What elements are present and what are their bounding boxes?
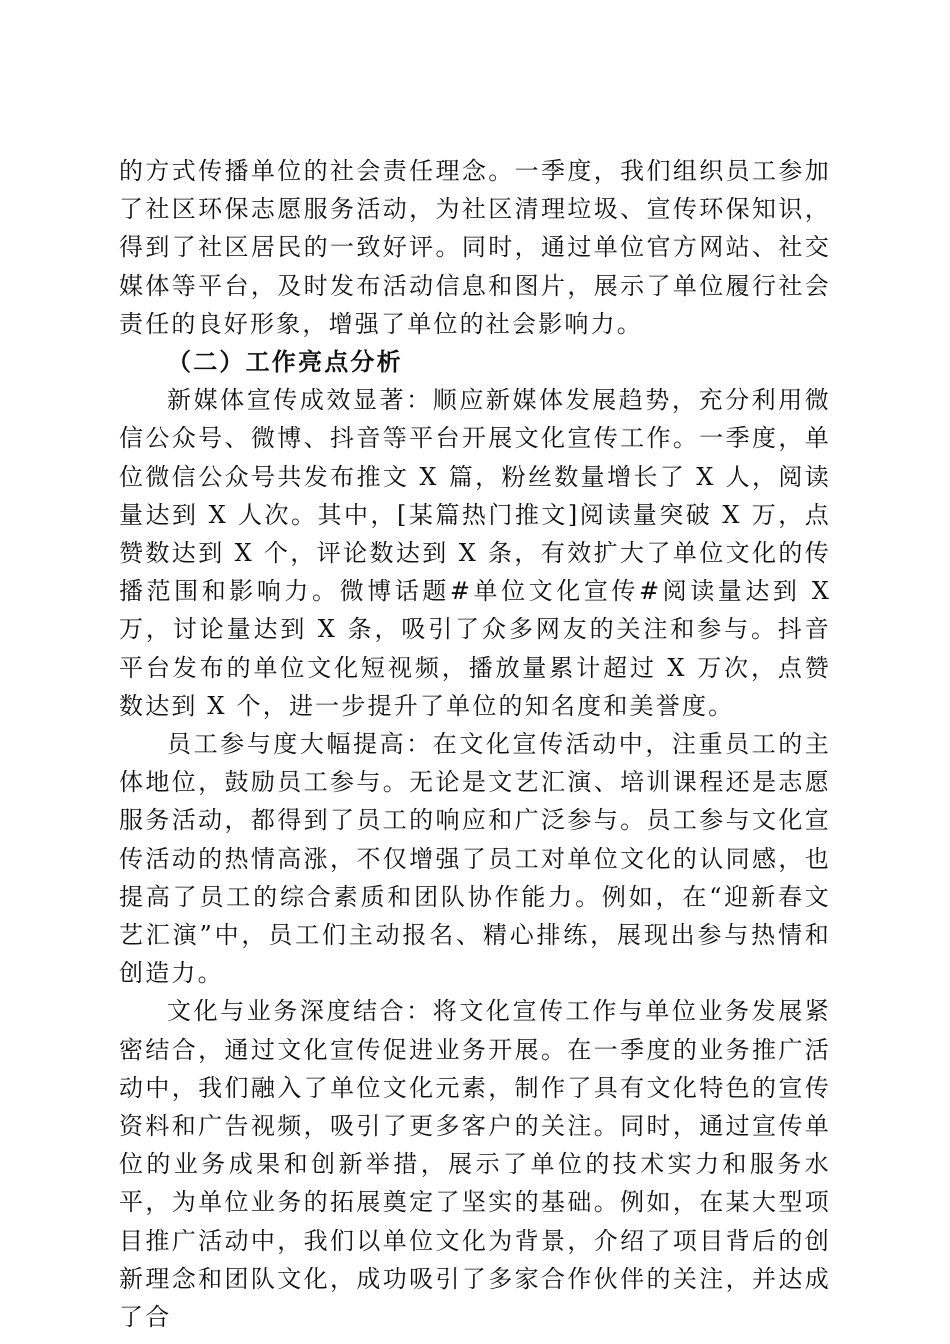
paragraph-employee-participation: 员工参与度大幅提高：在文化宣传活动中，注重员工的主体地位，鼓励员工参与。无论是文艺汇演、培训课程还是志愿服务活动，都得到了员工的响应和广泛参与。员工参与文化宣传活动的热情高涨，不仅增强了员工对单位文化的认同感，也提高了员工的综合素质和团队协作能力。例如，在“迎新春文艺汇演”中，员工们主动报名、精心排练，展现出参与热情和创造力。	[119, 730, 831, 988]
continuation-paragraph: 的方式传播单位的社会责任理念。一季度，我们组织员工参加了社区环保志愿服务活动，为社区清理垃圾、宣传环保知识，得到了社区居民的一致好评。同时，通过单位官方网站、社交媒体等平台，及时发布活动信息和图片，展示了单位履行社会责任的良好形象，增强了单位的社会影响力。	[119, 157, 831, 338]
document-body	[119, 152, 831, 1336]
paragraph-culture-business: 文化与业务深度结合：将文化宣传工作与单位业务发展紧密结合，通过文化宣传促进业务开展。在一季度的业务推广活动中，我们融入了单位文化元素，制作了具有文化特色的宣传资料和广告视频，吸引了更多客户的关注。同时，通过宣传单位的业务成果和创新举措，展示了单位的技术实力和服务水平，为单位业务的拓展奠定了坚实的基础。例如，在某大型项目推广活动中，我们以单位文化为背景，介绍了项目背后的创新理念和团队文化，成功吸引了多家合作伙伴的关注，并达成了合	[119, 997, 831, 1332]
section-heading: （二）工作亮点分析	[167, 347, 403, 377]
paragraph-new-media: 新媒体宣传成效显著：顺应新媒体发展趋势，充分利用微信公众号、微博、抖音等平台开展文化宣传工作。一季度，单位微信公众号共发布推文 X 篇，粉丝数量增长了 X 人，阅读量达到 X 人次。其中，[某篇热门推文]阅读量突破 X 万，点赞数达到 X 个，评论数达到 X 条，有效扩大了单位文化的传播范围和影响力。微博话题#单位文化宣传#阅读量达到 X 万，讨论量达到 X 条，吸引了众多网友的关注和参与。抖音平台发布的单位文化短视频，播放量累计超过 X 万次，点赞数达到 X 个，进一步提升了单位的知名度和美誉度。	[119, 386, 831, 720]
